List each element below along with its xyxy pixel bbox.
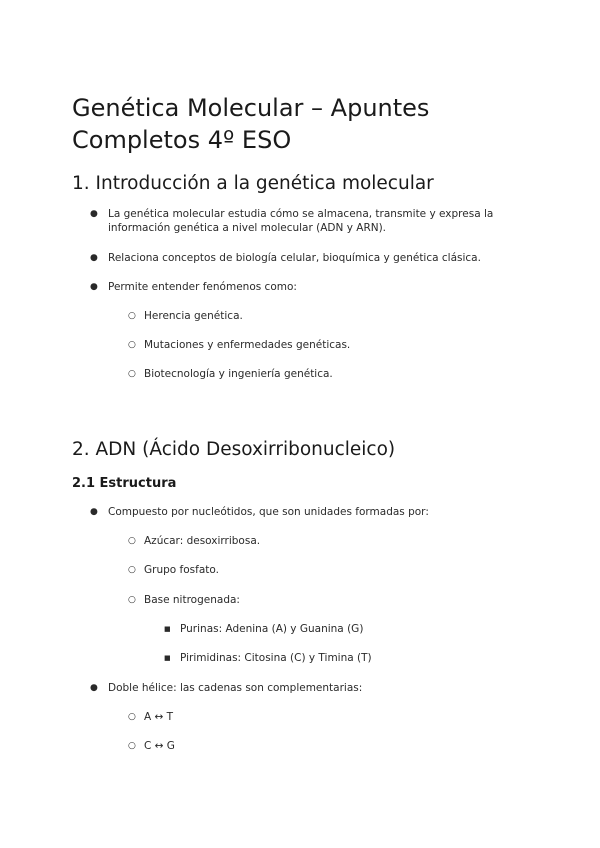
list-item-text: Purinas: Adenina (A) y Guanina (G) xyxy=(180,623,364,635)
list-item xyxy=(90,208,538,235)
sub-list-item xyxy=(128,594,524,608)
sub-sub-list-item xyxy=(164,652,520,666)
section-heading-adn: 2. ADN (Ácido Desoxirribonucleico) xyxy=(72,439,396,460)
subsection-heading-estructura: 2.1 Estructura xyxy=(72,476,177,491)
bullet-circle-icon: ○ xyxy=(128,340,136,350)
bullet-disc-icon: ● xyxy=(90,253,98,263)
list-item-text: Doble hélice: las cadenas son complementarias: xyxy=(108,682,363,694)
page-title: Genética Molecular – Apuntes Completos 4º ESO xyxy=(72,94,430,154)
list-item-text: A ↔ T xyxy=(144,711,174,723)
sub-list-item xyxy=(128,368,524,382)
list-item xyxy=(90,281,538,295)
list-item-text: Compuesto por nucleótidos, que son unidades formadas por: xyxy=(108,506,429,518)
bullet-circle-icon: ○ xyxy=(128,311,136,321)
bullet-circle-icon: ○ xyxy=(128,536,136,546)
bullet-square-icon: ■ xyxy=(164,625,171,633)
list-item-text: Grupo fosfato. xyxy=(144,564,219,576)
list-item-text: Permite entender fenómenos como: xyxy=(108,281,297,293)
bullet-disc-icon: ● xyxy=(90,209,98,219)
bullet-disc-icon: ● xyxy=(90,282,98,292)
sub-list-item xyxy=(128,740,524,754)
list-item xyxy=(90,682,538,696)
list-item-text: C ↔ G xyxy=(144,740,175,752)
list-item-text: Biotecnología y ingeniería genética. xyxy=(144,368,333,380)
bullet-circle-icon: ○ xyxy=(128,741,136,751)
list-item-text: Azúcar: desoxirribosa. xyxy=(144,535,261,547)
sub-list-item xyxy=(128,535,524,549)
list-item-text: Herencia genética. xyxy=(144,310,243,322)
sub-list-item xyxy=(128,711,524,725)
sub-sub-list-item xyxy=(164,623,520,637)
bullet-circle-icon: ○ xyxy=(128,369,136,379)
bullet-disc-icon: ● xyxy=(90,683,98,693)
sub-list-item xyxy=(128,310,524,324)
bullet-circle-icon: ○ xyxy=(128,712,136,722)
section-heading-intro: 1. Introducción a la genética molecular xyxy=(72,173,434,194)
bullet-disc-icon: ● xyxy=(90,507,98,517)
bullet-circle-icon: ○ xyxy=(128,565,136,575)
list-item-text: Pirimidinas: Citosina (C) y Timina (T) xyxy=(180,652,372,664)
list-item-text: La genética molecular estudia cómo se almacena, transmite y expresa la información genética a nivel molecular (ADN y ARN). xyxy=(108,208,494,234)
list-item-text: Base nitrogenada: xyxy=(144,594,240,606)
sub-list-item xyxy=(128,339,524,353)
bullet-square-icon: ■ xyxy=(164,654,171,662)
sub-list-item xyxy=(128,564,524,578)
list-item xyxy=(90,506,538,520)
list-item xyxy=(90,252,538,266)
list-item-text: Mutaciones y enfermedades genéticas. xyxy=(144,339,351,351)
bullet-circle-icon: ○ xyxy=(128,595,136,605)
list-item-text: Relaciona conceptos de biología celular, bioquímica y genética clásica. xyxy=(108,252,481,264)
